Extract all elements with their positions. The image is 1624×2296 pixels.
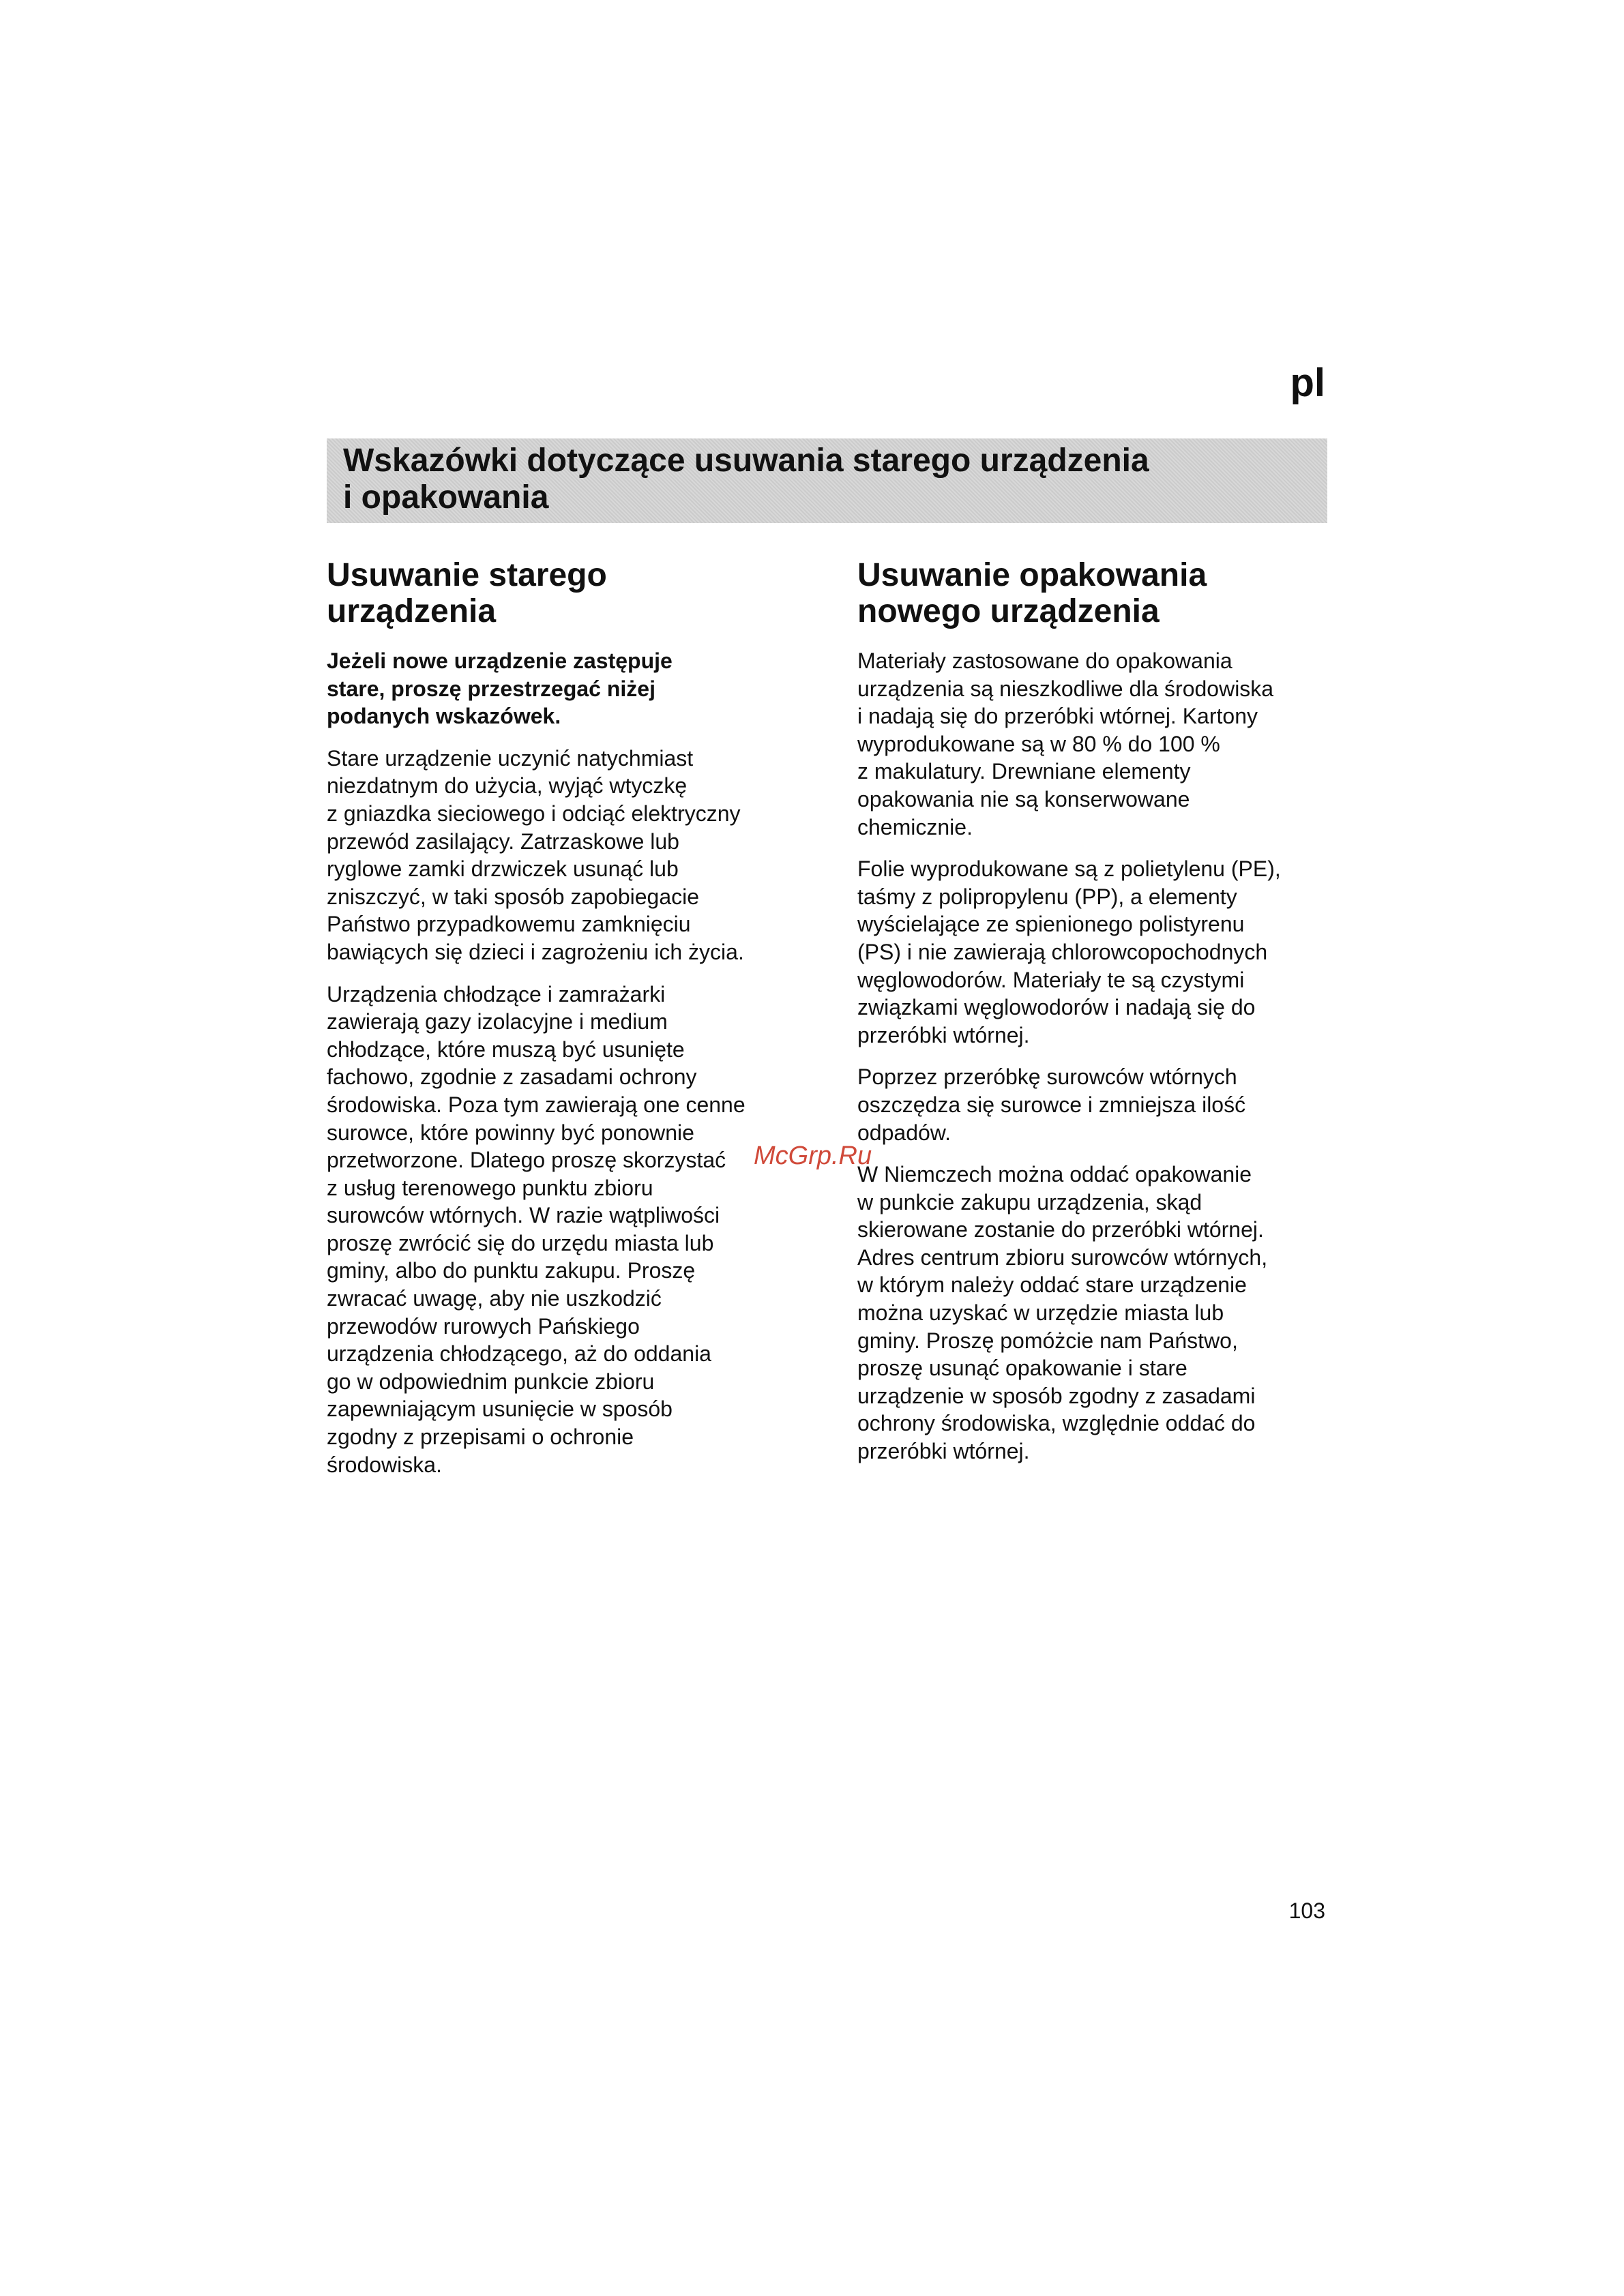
right-heading [857,557,1335,629]
text-line: opakowania nie są konserwowane [857,786,1190,811]
text-line: Adres centrum zbioru surowców wtórnych, [857,1244,1268,1270]
text-line: (PS) i nie zawierają chlorowcopochodnych [857,939,1268,964]
left-paragraph-2 [327,981,804,1479]
text-line: Jeżeli nowe urządzenie zastępuje [327,648,673,673]
left-heading-line1: Usuwanie starego [327,557,607,593]
text-line: urządzenia chłodzącego, aż do oddania [327,1341,711,1367]
right-paragraph-3 [857,1063,1335,1146]
text-line: zawierają gazy izolacyjne i medium [327,1009,668,1034]
banner-title-line1: Wskazówki dotyczące usuwania starego urządzenia [343,443,1149,479]
text-line: można uzyskać w urzędzie miasta lub [857,1300,1224,1326]
text-line: odpadów. [857,1120,951,1145]
text-line: chemicznie. [857,814,973,839]
text-line: surowce, które powinny być ponownie [327,1120,694,1145]
text-line: stare, proszę przestrzegać niżej [327,676,655,701]
text-line: w którym należy oddać stare urządzenie [857,1272,1247,1298]
text-line: Urządzenia chłodzące i zamrażarki [327,981,666,1007]
text-line: niezdatnym do użycia, wyjąć wtyczkę [327,773,688,799]
text-line: wyścielające ze spienionego polistyrenu [857,912,1245,937]
text-line: zgodny z przepisami o ochronie [327,1425,634,1450]
text-line: gminy. Proszę pomóżcie nam Państwo, [857,1328,1238,1353]
text-line: bawiących się dzieci i zagrożeniu ich życia. [327,939,744,964]
language-tag: pl [1290,361,1325,405]
right-heading-line1: Usuwanie opakowania [857,557,1207,593]
left-paragraph-1 [327,745,804,966]
left-lead-paragraph [327,647,804,730]
text-line: go w odpowiednim punkcie zbioru [327,1369,655,1394]
text-line: przeróbki wtórnej. [857,1439,1030,1464]
text-line: oszczędza się surowce i zmniejsza ilość [857,1092,1246,1117]
right-paragraph-4 [857,1161,1335,1465]
page-number: 103 [1288,1898,1325,1923]
text-line: wyprodukowane są w 80 % do 100 % [857,731,1220,756]
text-line: ochrony środowiska, względnie oddać do [857,1411,1256,1436]
left-column [327,557,804,1493]
text-line: środowiska. [327,1452,442,1477]
text-line: surowców wtórnych. W razie wątpliwości [327,1203,720,1228]
text-line: przeróbki wtórnej. [857,1022,1030,1047]
text-line: zwracać uwagę, aby nie uszkodzić [327,1286,662,1311]
text-line: proszę usunąć opakowanie i stare [857,1356,1187,1381]
left-heading-line2: urządzenia [327,593,497,629]
text-line: i nadają się do przeróbki wtórnej. Kartony [857,704,1258,729]
text-line: urządzenia są nieszkodliwe dla środowiska [857,676,1274,701]
text-line: gminy, albo do punktu zakupu. Proszę [327,1258,696,1283]
text-line: przetworzone. Dlatego proszę skorzystać [327,1148,726,1173]
text-line: podanych wskazówek. [327,704,561,729]
text-line: zniszczyć, w taki sposób zapobiegacie [327,884,700,909]
text-line: zapewniającym usunięcie w sposób [327,1397,673,1422]
watermark: McGrp.Ru [754,1142,872,1170]
text-line: przewód zasilający. Zatrzaskowe lub [327,829,679,854]
text-line: skierowane zostanie do przeróbki wtórnej. [857,1217,1264,1242]
text-line: Folie wyprodukowane są z polietylenu (PE), [857,856,1281,882]
right-paragraph-2 [857,855,1335,1049]
text-line: taśmy z polipropylenu (PP), a elementy [857,884,1237,909]
left-heading [327,557,804,629]
banner-title [343,443,1311,516]
text-line: Państwo przypadkowemu zamknięciu [327,912,691,937]
text-line: Stare urządzenie uczynić natychmiast [327,745,694,771]
text-line: z gniazdka sieciowego i odciąć elektryczny [327,801,741,826]
text-line: fachowo, zgodnie z zasadami ochrony [327,1064,697,1090]
right-paragraph-1 [857,647,1335,841]
text-line: związkami węglowodorów i nadają się do [857,995,1256,1020]
text-line: proszę zwrócić się do urzędu miasta lub [327,1230,714,1255]
text-line: węglowodorów. Materiały te są czystymi [857,967,1245,992]
text-line: przewodów rurowych Pańskiego [327,1313,640,1339]
banner-title-line2: i opakowania [343,479,549,516]
text-line: z usług terenowego punktu zbioru [327,1175,653,1200]
section-banner [327,438,1327,523]
text-line: Materiały zastosowane do opakowania [857,648,1232,673]
text-line: z makulatury. Drewniane elementy [857,759,1191,784]
text-line: chłodzące, które muszą być usunięte [327,1037,685,1062]
right-column [857,557,1335,1480]
text-line: środowiska. Poza tym zawierają one cenne [327,1092,745,1117]
text-line: ryglowe zamki drzwiczek usunąć lub [327,856,679,882]
text-line: W Niemczech można oddać opakowanie [857,1162,1252,1187]
text-line: w punkcie zakupu urządzenia, skąd [857,1189,1202,1214]
text-line: Poprzez przeróbkę surowców wtórnych [857,1064,1237,1090]
text-line: urządzenie w sposób zgodny z zasadami [857,1383,1256,1408]
right-heading-line2: nowego urządzenia [857,593,1160,629]
